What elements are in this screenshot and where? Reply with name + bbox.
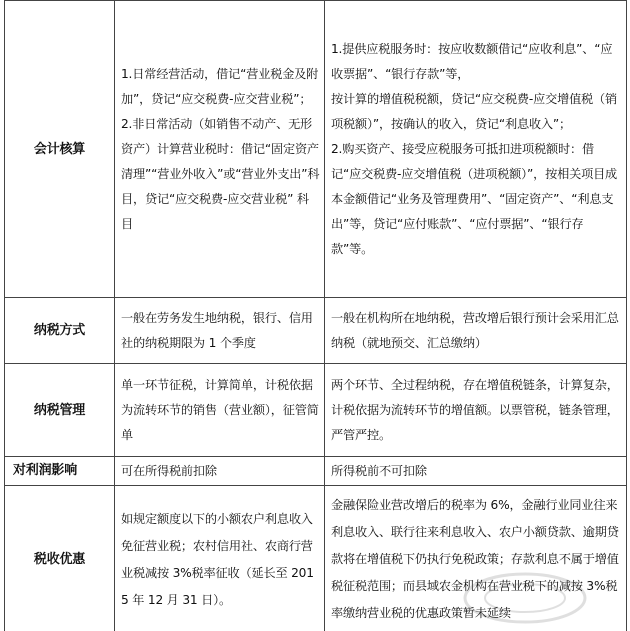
watermark-logo-icon bbox=[460, 569, 590, 627]
cell-paragraph: 2.购买资产、接受应税服务可抵扣进项税额时：借记“应交税费-应交增值税（进项税额）”，按相关项目成本金额借记“业务及管理费用”、“固定资产”、“利息支出”等，贷记“应付账款”、“应付票据”、“银行存款”等。 bbox=[331, 141, 618, 256]
cell-paragraph: 可在所得税前扣除 bbox=[121, 464, 217, 478]
cell-paragraph: 一般在机构所在地纳税，营改增后银行预计会采用汇总纳税（就地预交、汇总缴纳） bbox=[331, 310, 619, 350]
business-tax-cell bbox=[115, 1, 325, 298]
business-tax-cell bbox=[115, 364, 325, 457]
row-label-profit-impact: 对利润影响 bbox=[5, 457, 115, 486]
vat-cell bbox=[325, 364, 627, 457]
vat-cell bbox=[325, 1, 627, 298]
row-label-accounting: 会计核算 bbox=[5, 1, 115, 298]
row-label-tax-management: 纳税管理 bbox=[5, 364, 115, 457]
tax-comparison-table bbox=[4, 0, 627, 631]
cell-paragraph: 1.提供应税服务时：按应收数额借记“应收利息”、“应收票据”、“银行存款”等， bbox=[331, 41, 613, 81]
row-label-tax-incentives: 税收优惠 bbox=[5, 486, 115, 631]
cell-paragraph: 单一环节征税，计算简单，计税依据为流转环节的销售（营业额），征管简单 bbox=[121, 377, 319, 442]
business-tax-cell bbox=[115, 486, 325, 631]
cell-paragraph: 按计算的增值税税额，贷记“应交税费-应交增值税（销项税额）”，按确认的收入，贷记“利息收入”； bbox=[331, 91, 618, 131]
cell-paragraph: 两个环节、全过程纳税，存在增值税链条，计算复杂，计税依据为流转环节的增值额。以票管税，链条管理，严管严控。 bbox=[331, 377, 619, 442]
cell-paragraph: 2.非日常活动（如销售不动产、无形资产）计算营业税时：借记“固定资产清理”“营业外收入”或“营业外支出”科目，贷记“应交税费-应交营业税” 科目 bbox=[121, 116, 320, 231]
business-tax-cell bbox=[115, 298, 325, 364]
table-row bbox=[5, 298, 627, 364]
cell-paragraph: 所得税前不可扣除 bbox=[331, 464, 427, 478]
table-row bbox=[5, 457, 627, 486]
business-tax-cell bbox=[115, 457, 325, 486]
cell-paragraph: 金融保险业营改增后的税率为 6%，金融行业同业往来利息收入、联行往来利息收入、农户小额贷款、逾期贷款将在增值税下仍执行免税政策；存款利息不属于增值税征税范围；而县域农金机构在营业税下的减按 3%税率缴纳营业税的优惠政策暂未延续 bbox=[331, 498, 619, 620]
table-row bbox=[5, 1, 627, 298]
cell-paragraph: 1.日常经营活动，借记“营业税金及附加”，贷记“应交税费-应交营业税”； bbox=[121, 66, 319, 106]
table-row bbox=[5, 364, 627, 457]
cell-paragraph: 一般在劳务发生地纳税，银行、信用社的纳税期限为 1 个季度 bbox=[121, 310, 313, 350]
vat-cell bbox=[325, 457, 627, 486]
vat-cell bbox=[325, 298, 627, 364]
row-label-payment-method: 纳税方式 bbox=[5, 298, 115, 364]
cell-paragraph: 如规定额度以下的小额农户利息收入免征营业税；农村信用社、农商行营业税减按 3%税率征收（延长至 2015 年 12 月 31 日）。 bbox=[121, 511, 314, 607]
